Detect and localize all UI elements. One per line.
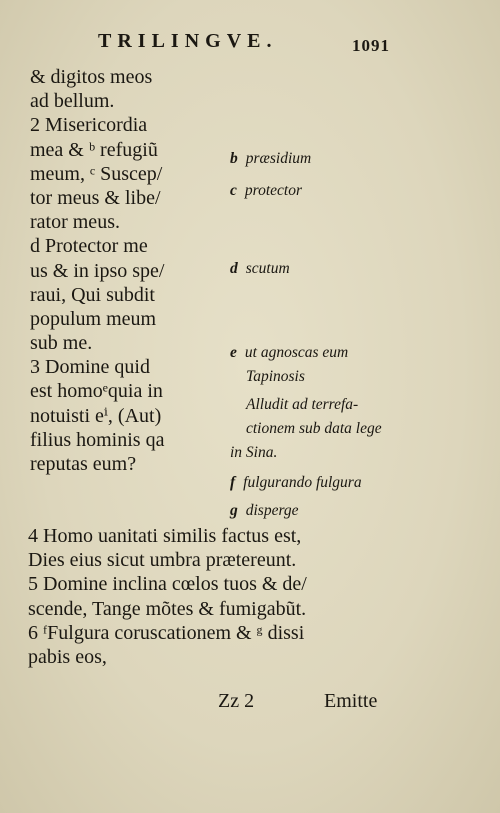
gloss-e: e ut agnoscas eum [230,344,349,361]
gloss-sina: in Sina. [230,444,278,461]
text-line: & digitos meos [30,66,153,88]
text-line: ad bellum. [30,90,115,113]
text-line: pabis eos, [28,645,107,668]
text-line: mea & ᵇ refugiũ [30,138,158,161]
text-line: Dies eius sicut umbra prætereunt. [28,549,297,572]
text-line: reputas eum? [30,453,137,475]
gloss-g: g disperge [230,502,299,519]
gloss-f: f fulgurando fulgura [230,474,362,491]
text-line: notuisti eⁱ, (Aut) [30,404,162,427]
full-width-text [28,524,408,669]
gloss-ctionem: ctionem sub data lege [246,420,382,437]
main-text-column [30,65,225,476]
text-line: d Protector me [30,235,148,258]
gloss-b: b præsidium [230,150,312,167]
text-line: us & in ipso spe/ [30,259,165,282]
gloss-tapinosis: Tapinosis [246,368,305,385]
text-line: raui, Qui subdit [30,283,155,306]
text-line: rator meus. [30,211,120,234]
text-line: 3 Domine quid [30,356,150,379]
running-title: TRILINGVE. [98,30,278,52]
text-line: 5 Domine inclina cœlos tuos & de/ [28,573,307,596]
page-number: 1091 [352,36,390,55]
text-line: est homoᵉquia in [30,380,163,403]
gloss-c: c protector [230,182,303,199]
text-line: sub me. [30,332,93,355]
text-line: 4 Homo uanitati similis factus est, [28,525,302,547]
gloss-d: d scutum [230,260,290,277]
text-line: 2 Misericordia [30,114,148,137]
text-line: populum meum [30,307,157,330]
gloss-alludit: Alludit ad terrefa- [246,396,359,413]
text-line: tor meus & libe/ [30,186,161,209]
catchword: Emitte [324,690,378,712]
text-line: scende, Tange mõtes & fumigabũt. [28,597,307,620]
text-line: 6 ᶠFulgura coruscationem & ᵍ dissi [28,621,305,644]
signature-mark: Zz 2 [218,690,255,712]
text-line: meum, ᶜ Suscep/ [30,162,163,185]
text-line: filius hominis qa [30,428,165,451]
